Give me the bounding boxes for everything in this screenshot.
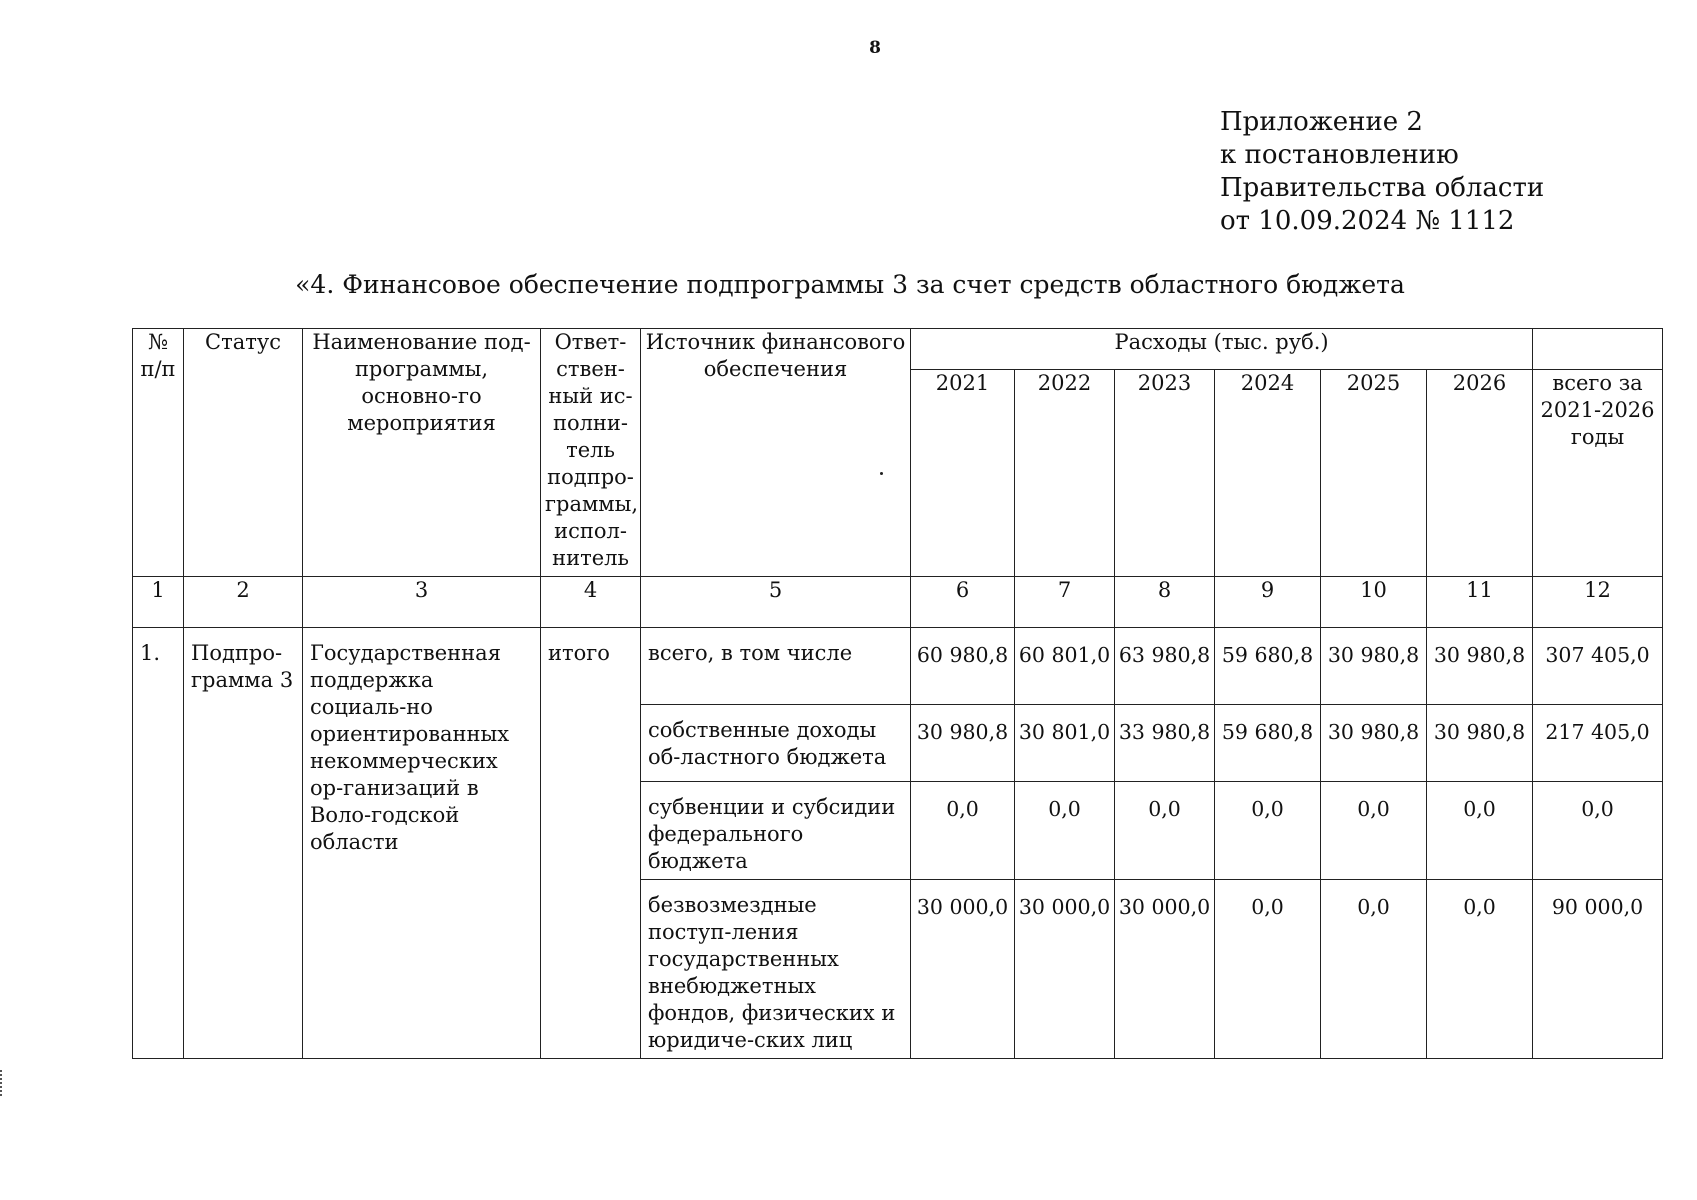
header-year: 2024 bbox=[1215, 370, 1321, 577]
total-cell: 217 405,0 bbox=[1533, 705, 1663, 782]
row-number: 1. bbox=[133, 628, 184, 1059]
value-cell: 0,0 bbox=[1115, 782, 1215, 880]
column-number: 5 bbox=[641, 577, 911, 628]
value-cell: 0,0 bbox=[1215, 880, 1321, 1059]
column-number-row bbox=[133, 577, 1663, 628]
value-cell: 59 680,8 bbox=[1215, 628, 1321, 705]
total-cell: 307 405,0 bbox=[1533, 628, 1663, 705]
header-name: Наименование под-программы, основно-го мероприятия bbox=[303, 329, 541, 577]
total-cell: 0,0 bbox=[1533, 782, 1663, 880]
value-cell: 59 680,8 bbox=[1215, 705, 1321, 782]
value-cell: 0,0 bbox=[1321, 782, 1427, 880]
header-status: Статус bbox=[184, 329, 303, 577]
scan-edge-marks bbox=[0, 1070, 6, 1096]
source-label: безвозмездные поступ-ления государственных внебюджетных фондов, физических и юридиче-ских лиц bbox=[641, 880, 911, 1059]
column-number: 11 bbox=[1427, 577, 1533, 628]
appendix-line: Приложение 2 bbox=[1220, 107, 1423, 137]
value-cell: 0,0 bbox=[1015, 782, 1115, 880]
value-cell: 30 980,8 bbox=[1427, 628, 1533, 705]
column-number: 1 bbox=[133, 577, 184, 628]
financing-table bbox=[132, 328, 1663, 1059]
header-responsible: Ответ-ствен-ный ис-полни-тель подпро-граммы, испол-нитель bbox=[541, 329, 641, 577]
value-cell: 0,0 bbox=[1427, 782, 1533, 880]
appendix-block bbox=[1220, 106, 1544, 238]
header-year: 2021 bbox=[911, 370, 1015, 577]
column-number: 7 bbox=[1015, 577, 1115, 628]
page-number: 8 bbox=[869, 38, 881, 58]
value-cell: 30 980,8 bbox=[1321, 628, 1427, 705]
column-number: 6 bbox=[911, 577, 1015, 628]
value-cell: 30 980,8 bbox=[911, 705, 1015, 782]
column-number: 8 bbox=[1115, 577, 1215, 628]
column-number: 9 bbox=[1215, 577, 1321, 628]
header-expenses: Расходы (тыс. руб.) bbox=[911, 329, 1533, 370]
value-cell: 30 000,0 bbox=[1115, 880, 1215, 1059]
column-number: 12 bbox=[1533, 577, 1663, 628]
value-cell: 30 980,8 bbox=[1321, 705, 1427, 782]
appendix-line: к постановлению bbox=[1220, 140, 1459, 170]
value-cell: 0,0 bbox=[1427, 880, 1533, 1059]
value-cell: 30 000,0 bbox=[911, 880, 1015, 1059]
table-row bbox=[133, 628, 1663, 705]
row-name: Государственная поддержка социаль-но ориентированных некоммерческих ор-ганизаций в Воло-годской области bbox=[303, 628, 541, 1059]
source-label: субвенции и субсидии федерального бюджета bbox=[641, 782, 911, 880]
header-year: 2026 bbox=[1427, 370, 1533, 577]
value-cell: 33 980,8 bbox=[1115, 705, 1215, 782]
total-cell: 90 000,0 bbox=[1533, 880, 1663, 1059]
source-label: всего, в том числе bbox=[641, 628, 911, 705]
value-cell: 0,0 bbox=[1215, 782, 1321, 880]
header-total: всего за 2021-2026 годы bbox=[1533, 370, 1663, 577]
column-number: 2 bbox=[184, 577, 303, 628]
appendix-line: Правительства области bbox=[1220, 173, 1545, 203]
source-label: собственные доходы об-ластного бюджета bbox=[641, 705, 911, 782]
header-source: Источник финансового обеспечения bbox=[641, 329, 911, 577]
column-number: 3 bbox=[303, 577, 541, 628]
value-cell: 63 980,8 bbox=[1115, 628, 1215, 705]
header-empty-cell bbox=[1533, 329, 1663, 370]
value-cell: 30 980,8 bbox=[1427, 705, 1533, 782]
header-year: 2023 bbox=[1115, 370, 1215, 577]
value-cell: 0,0 bbox=[911, 782, 1015, 880]
header-year: 2022 bbox=[1015, 370, 1115, 577]
appendix-line: от 10.09.2024 № 1112 bbox=[1220, 206, 1515, 236]
value-cell: 60 980,8 bbox=[911, 628, 1015, 705]
header-year: 2025 bbox=[1321, 370, 1427, 577]
column-number: 10 bbox=[1321, 577, 1427, 628]
row-status: Подпро-грамма 3 bbox=[184, 628, 303, 1059]
header-num: № п/п bbox=[133, 329, 184, 577]
value-cell: 30 801,0 bbox=[1015, 705, 1115, 782]
value-cell: 0,0 bbox=[1321, 880, 1427, 1059]
column-number: 4 bbox=[541, 577, 641, 628]
document-title: «4. Финансовое обеспечение подпрограммы 3 за счет средств областного бюджета bbox=[295, 270, 1405, 299]
row-responsible: итого bbox=[541, 628, 641, 1059]
header-row bbox=[133, 329, 1663, 370]
value-cell: 60 801,0 bbox=[1015, 628, 1115, 705]
value-cell: 30 000,0 bbox=[1015, 880, 1115, 1059]
